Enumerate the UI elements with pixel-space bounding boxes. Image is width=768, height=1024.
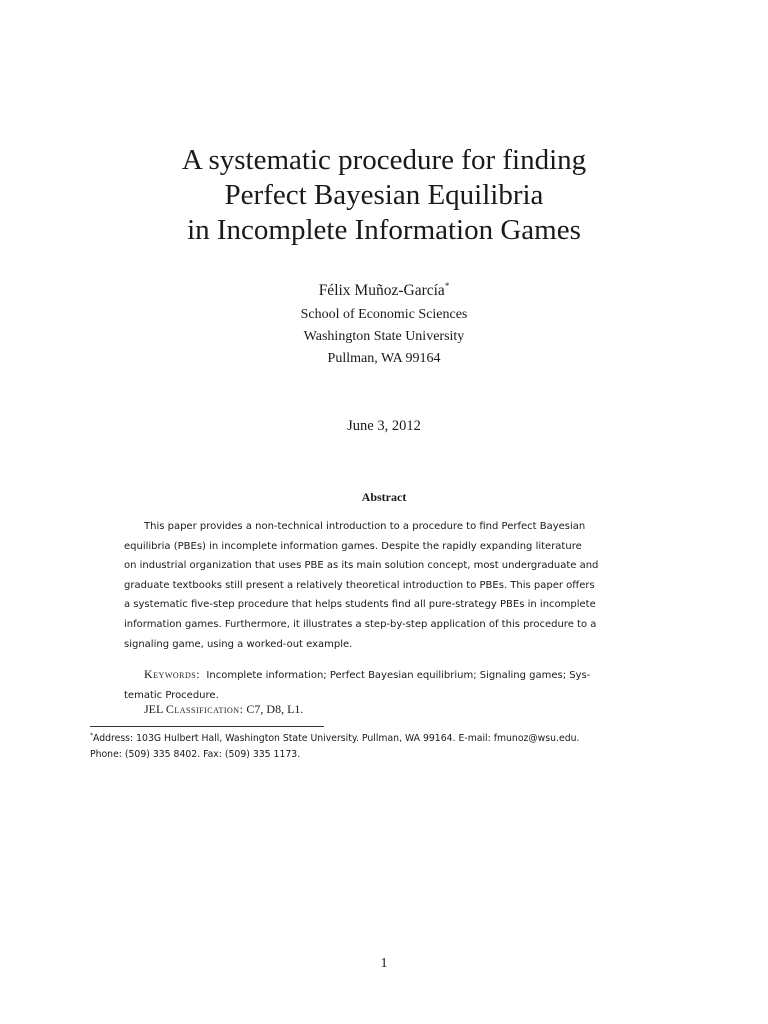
affiliation xyxy=(0,304,768,370)
footnote-divider xyxy=(90,726,324,727)
title-line: in Incomplete Information Games xyxy=(187,214,581,246)
author-text: Félix Muñoz-García xyxy=(318,282,445,300)
jel-codes: C7, D8, L1. xyxy=(246,702,304,716)
jel-classification xyxy=(144,702,303,717)
footnote xyxy=(90,728,690,763)
abstract-line: equilibria (PBEs) in incomplete information games. Despite the rapidly expanding literature xyxy=(124,540,582,552)
footnote-mark: * xyxy=(90,732,93,739)
author-footnote-mark: * xyxy=(444,281,450,291)
author-name xyxy=(0,281,768,300)
abstract-line: graduate textbooks still present a relatively theoretical introduction to PBEs. This paper offers xyxy=(124,579,595,591)
affiliation-line: Washington State University xyxy=(303,329,465,344)
paper-date: June 3, 2012 xyxy=(347,418,421,434)
keywords-text: Incomplete information; Perfect Bayesian equilibrium; Signaling games; Sys- xyxy=(206,670,591,681)
footnote-line xyxy=(90,728,690,747)
keywords-line: tematic Procedure. xyxy=(124,689,219,701)
page-number: 1 xyxy=(380,956,388,971)
abstract-line: information games. Furthermore, it illustrates a step-by-step application of this procedure to a xyxy=(124,618,597,630)
abstract-text xyxy=(124,517,644,654)
abstract-line: signaling game, using a worked-out example. xyxy=(124,638,353,650)
title-line: A systematic procedure for finding xyxy=(181,144,587,176)
jel-prefix: JEL xyxy=(144,702,163,716)
keywords-line xyxy=(124,665,644,686)
affiliation-line: School of Economic Sciences xyxy=(300,307,468,322)
keywords xyxy=(124,665,644,705)
footnote-address: Address: 103G Hulbert Hall, Washington State University. Pullman, WA 99164. E-mail: fmunoz@wsu.edu. xyxy=(93,733,580,745)
abstract-heading: Abstract xyxy=(361,490,407,504)
keywords-label: Keywords: xyxy=(144,667,201,681)
abstract-line: This paper provides a non-technical introduction to a procedure to find Perfect Bayesian xyxy=(144,521,586,532)
paper-title xyxy=(0,143,768,248)
affiliation-line: Pullman, WA 99164 xyxy=(327,351,441,366)
footnote-line: Phone: (509) 335 8402. Fax: (509) 335 1173. xyxy=(90,749,301,761)
abstract-line: a systematic five-step procedure that helps students find all pure-strategy PBEs in incomplete xyxy=(124,599,596,611)
jel-label: Classification: xyxy=(165,702,244,716)
abstract-line: on industrial organization that uses PBE as its main solution concept, most undergraduate and xyxy=(124,560,599,572)
title-line: Perfect Bayesian Equilibria xyxy=(224,179,544,211)
